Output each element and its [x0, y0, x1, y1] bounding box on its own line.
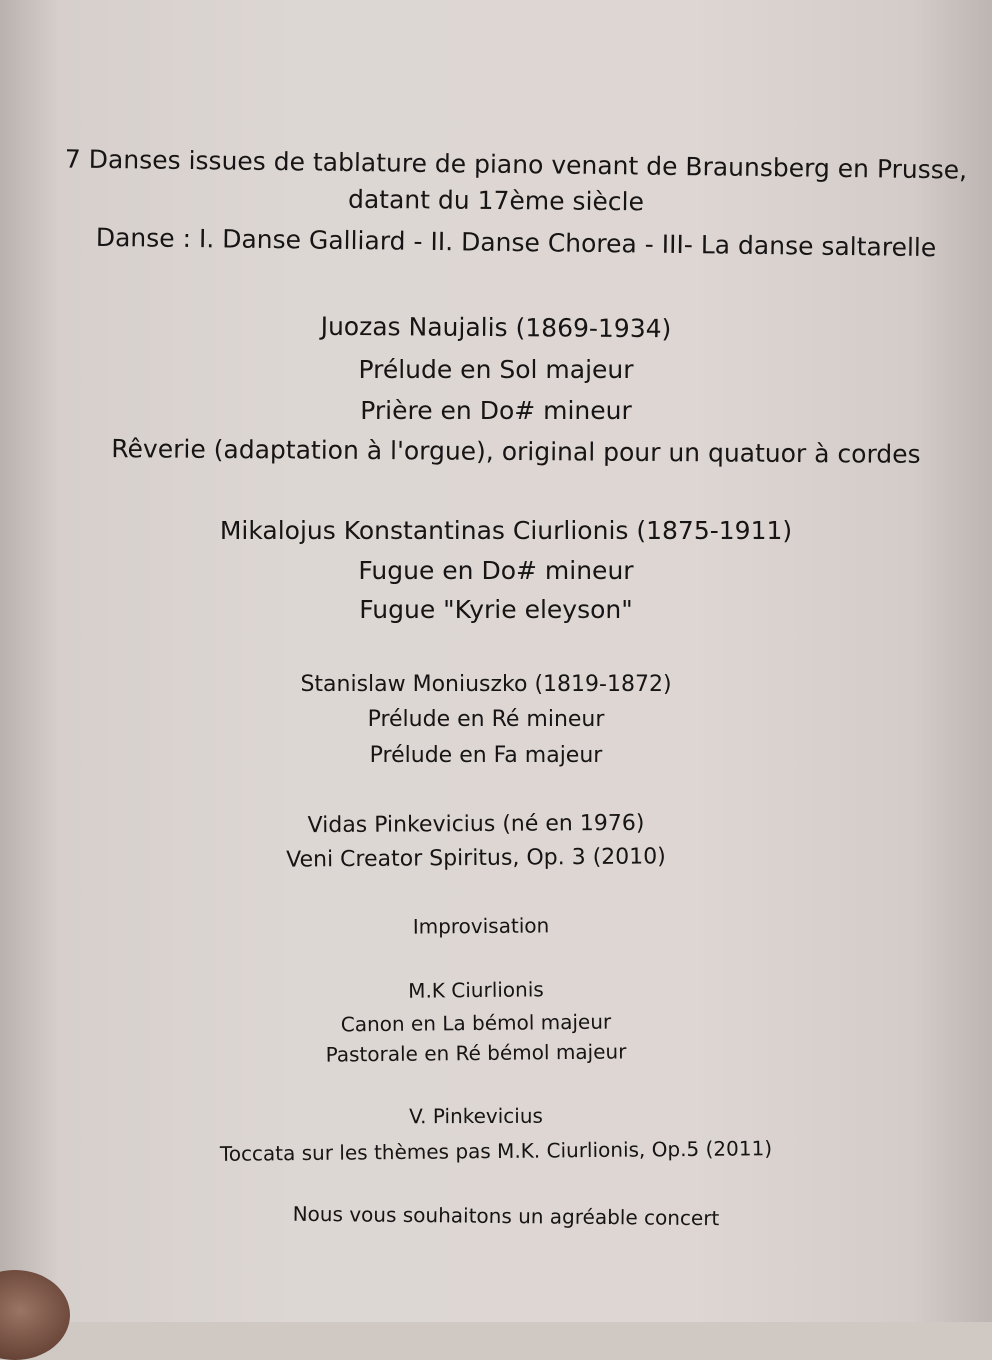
work-naujalis-2: Prière en Do# mineur [360, 396, 632, 425]
work-v-pinkevicius-1: Toccata sur les thèmes pas M.K. Ciurlionis, Op.5 (2011) [219, 1136, 773, 1166]
thumb-in-corner [0, 1270, 70, 1360]
work-pinkevicius-1: Veni Creator Spiritus, Op. 3 (2010) [286, 844, 666, 873]
intro-title: 7 Danses issues de tablature de piano venant de Braunsberg en Prusse, [64, 144, 968, 185]
closing-message: Nous vous souhaitons un agréable concert [292, 1201, 720, 1231]
composer-moniuszko: Stanislaw Moniuszko (1819-1872) [300, 672, 672, 697]
composer-naujalis: Juozas Naujalis (1869-1934) [320, 311, 672, 344]
intro-date: datant du 17ème siècle [347, 184, 645, 217]
work-moniuszko-1: Prélude en Ré mineur [367, 707, 605, 732]
composer-ciurlionis: Mikalojus Konstantinas Ciurlionis (1875-1911) [219, 516, 793, 545]
work-ciurlionis-1: Fugue en Do# mineur [358, 556, 634, 585]
improvisation-label: Improvisation [412, 913, 550, 939]
work-mk-ciurlionis-1: Canon en La bémol majeur [340, 1009, 612, 1037]
intro-dances: Danse : I. Danse Galliard - II. Danse Chorea - III- La danse saltarelle [95, 222, 937, 263]
work-naujalis-1: Prélude en Sol majeur [358, 355, 634, 384]
composer-mk-ciurlionis: M.K Ciurlionis [408, 977, 544, 1003]
work-naujalis-3: Rêverie (adaptation à l'orgue), original pour un quatuor à cordes [111, 434, 921, 469]
composer-v-pinkevicius: V. Pinkevicius [409, 1103, 543, 1129]
work-moniuszko-2: Prélude en Fa majeur [369, 743, 603, 768]
composer-pinkevicius: Vidas Pinkevicius (né en 1976) [307, 810, 645, 839]
work-mk-ciurlionis-2: Pastorale en Ré bémol majeur [325, 1039, 627, 1067]
work-ciurlionis-2: Fugue "Kyrie eleyson" [359, 595, 633, 624]
